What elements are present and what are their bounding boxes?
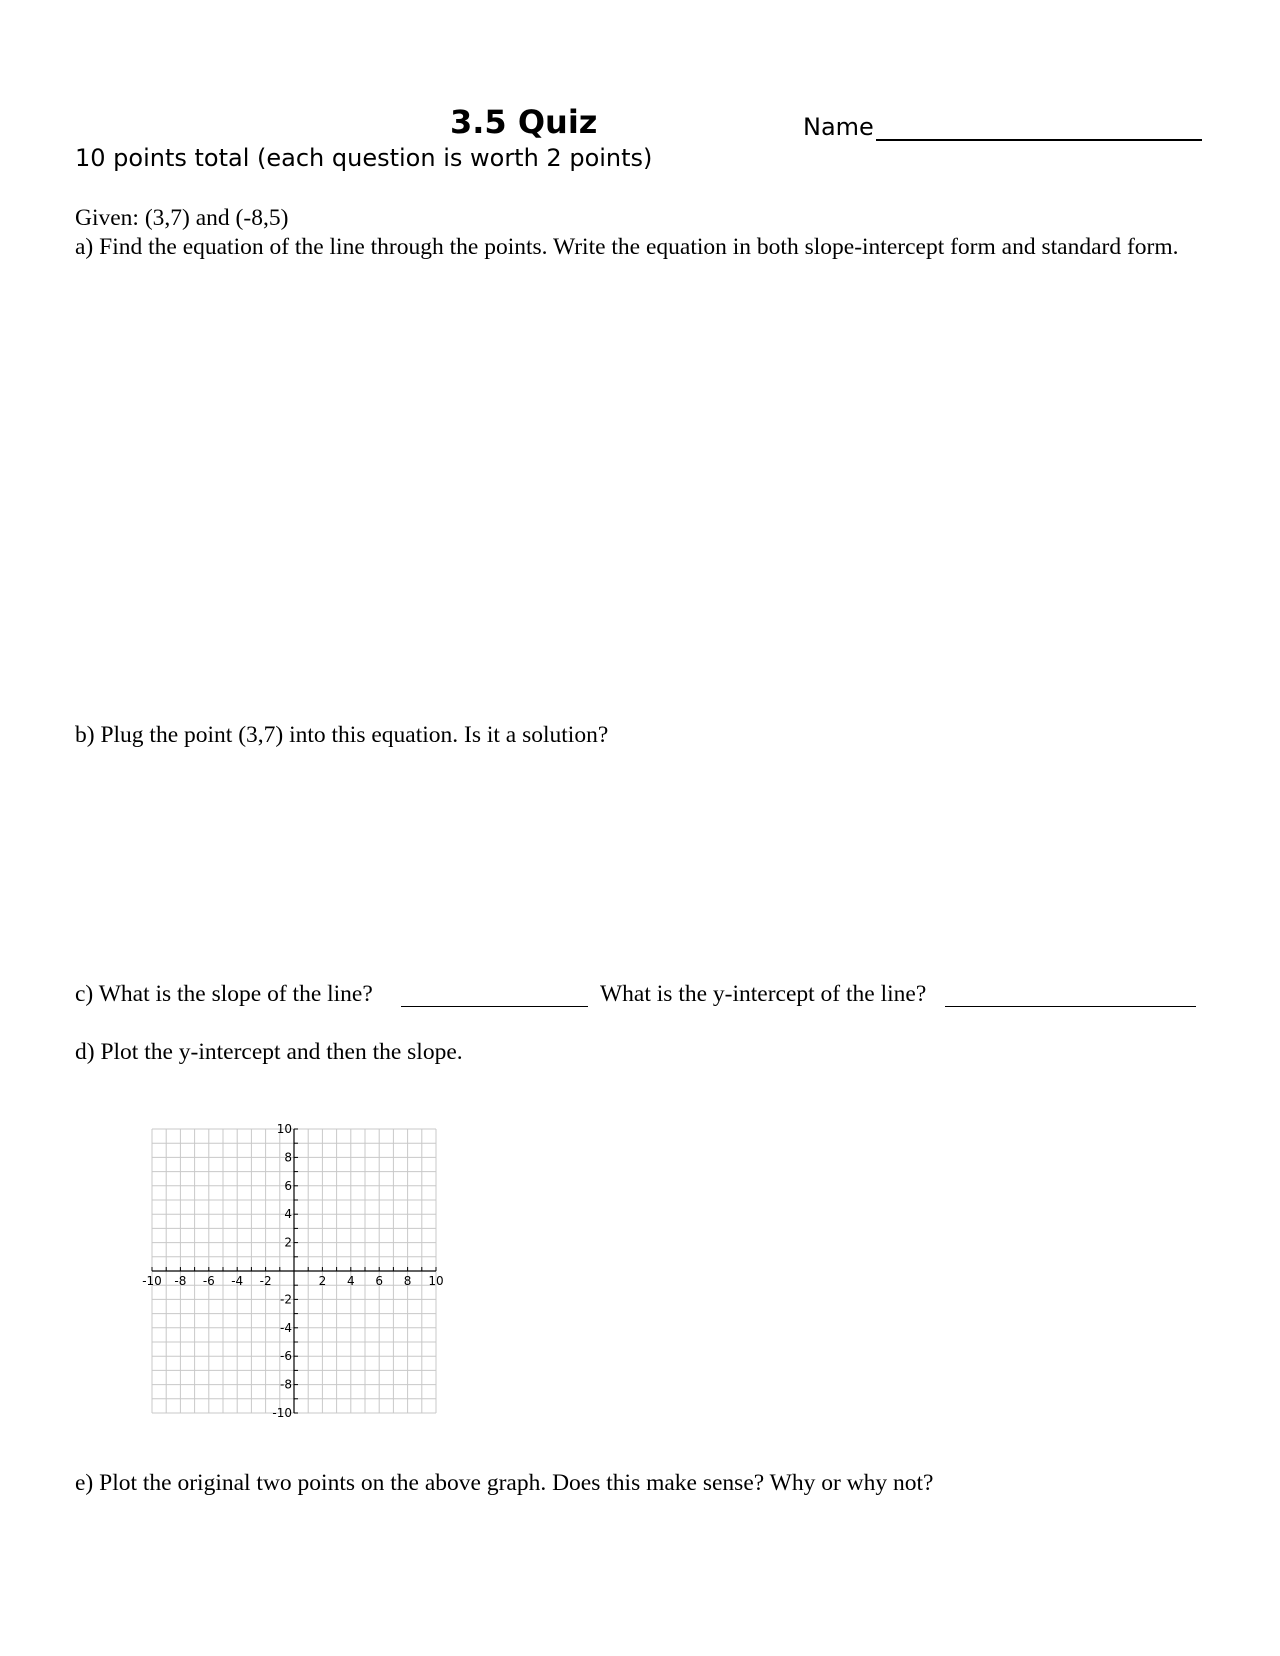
x-tick-label: -6 <box>202 1274 215 1288</box>
y-tick-label: 10 <box>276 1122 292 1136</box>
y-tick-label: -10 <box>272 1406 292 1420</box>
slope-answer-blank[interactable] <box>401 1006 588 1007</box>
question-d: d) Plot the y-intercept and then the slope. <box>75 1039 463 1065</box>
coordinate-plane[interactable] <box>132 1117 452 1437</box>
x-tick-label: -4 <box>231 1274 244 1288</box>
y-tick-label: 2 <box>284 1235 292 1250</box>
name-blank-line[interactable] <box>876 139 1202 141</box>
y-tick-label: -6 <box>280 1349 292 1364</box>
y-tick-label: 4 <box>284 1207 292 1222</box>
y-tick-label: 8 <box>284 1150 292 1165</box>
name-label: Name <box>803 113 874 141</box>
x-tick-label: 8 <box>403 1274 412 1288</box>
x-tick-label: 6 <box>375 1274 384 1288</box>
x-tick-label: -8 <box>174 1274 187 1288</box>
given-points: Given: (3,7) and (-8,5) <box>75 205 289 231</box>
y-tick-label: -2 <box>280 1292 292 1307</box>
question-c-intercept: What is the y-intercept of the line? <box>600 981 927 1007</box>
question-c-slope: c) What is the slope of the line? <box>75 981 373 1007</box>
quiz-title: 3.5 Quiz <box>450 103 598 141</box>
y-tick-label: 6 <box>284 1178 292 1193</box>
question-b: b) Plug the point (3,7) into this equation. Is it a solution? <box>75 722 609 748</box>
intercept-answer-blank[interactable] <box>945 1006 1196 1007</box>
points-total: 10 points total (each question is worth 2 points) <box>75 144 653 172</box>
x-tick-label: -2 <box>259 1274 272 1288</box>
question-a: a) Find the equation of the line through the points. Write the equation in both slope-intercept form and standard form. <box>75 234 1179 260</box>
x-tick-label: 2 <box>318 1274 327 1288</box>
x-tick-label: 4 <box>346 1274 355 1288</box>
y-tick-label: -8 <box>280 1377 292 1392</box>
x-tick-label: -10 <box>142 1274 162 1288</box>
y-tick-label: -4 <box>280 1320 292 1335</box>
question-e: e) Plot the original two points on the above graph. Does this make sense? Why or why not? <box>75 1470 934 1496</box>
x-tick-label: 10 <box>428 1274 444 1288</box>
